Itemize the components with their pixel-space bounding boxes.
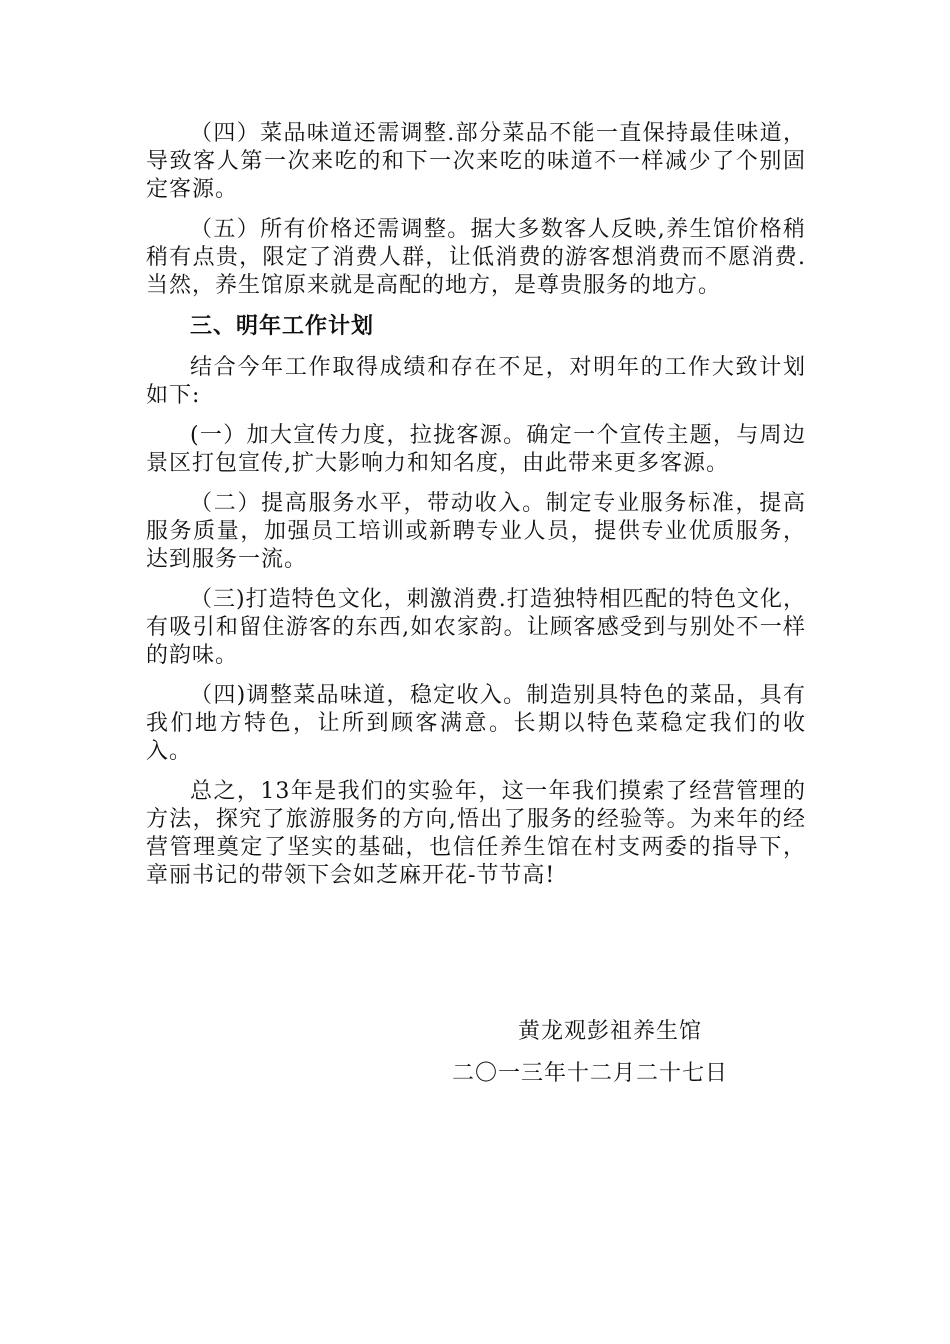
- paragraph-conclusion: 总之，13年是我们的实验年，这一年我们摸索了经营管理的方法，探究了旅游服务的方向,悟出了服务的经验等。为来年的经营管理奠定了坚实的基础，也信任养生馆在村支两委的指导下，章丽书记的带领下会如芝麻开花-节节高!: [146, 779, 806, 888]
- paragraph-plan-service: （二）提高服务水平，带动收入。制定专业服务标准，提高服务质量，加强员工培训或新聘专业人员，提供专业优质服务，达到服务一流。: [146, 491, 806, 572]
- paragraph-plan-culture: （三)打造特色文化，刺激消费.打造独特相匹配的特色文化，有吸引和留住游客的东西,如农家韵。让顾客感受到与别处不一样的韵味。: [146, 587, 806, 668]
- section-heading: 三、明年工作计划: [190, 313, 375, 339]
- signature-date: 二〇一三年十二月二十七日: [452, 1061, 729, 1086]
- paragraph-plan-intro: 结合今年工作取得成绩和存在不足，对明年的工作大致计划如下:: [146, 355, 806, 408]
- paragraph-plan-dishes: （四)调整菜品味道，稳定收入。制造别具特色的菜品，具有我们地方特色，让所到顾客满意。长期以特色菜稳定我们的收入。: [146, 683, 806, 764]
- document-body: [146, 120, 806, 902]
- paragraph-issue-taste: （四）菜品味道还需调整.部分菜品不能一直保持最佳味道，导致客人第一次来吃的和下一次来吃的味道不一样减少了个别固定客源。: [146, 121, 806, 202]
- paragraph-issue-price: （五）所有价格还需调整。据大多数客人反映,养生馆价格稍稍有点贵，限定了消费人群，让低消费的游客想消费而不愿消费.当然，养生馆原来就是高配的地方，是尊贵服务的地方。: [146, 217, 806, 298]
- paragraph-plan-promotion: (一）加大宣传力度，拉拢客源。确定一个宣传主题，与周边景区打包宣传,扩大影响力和知名度，由此带来更多客源。: [146, 423, 806, 476]
- signature-organization: 黄龙观彭祖养生馆: [518, 1019, 703, 1044]
